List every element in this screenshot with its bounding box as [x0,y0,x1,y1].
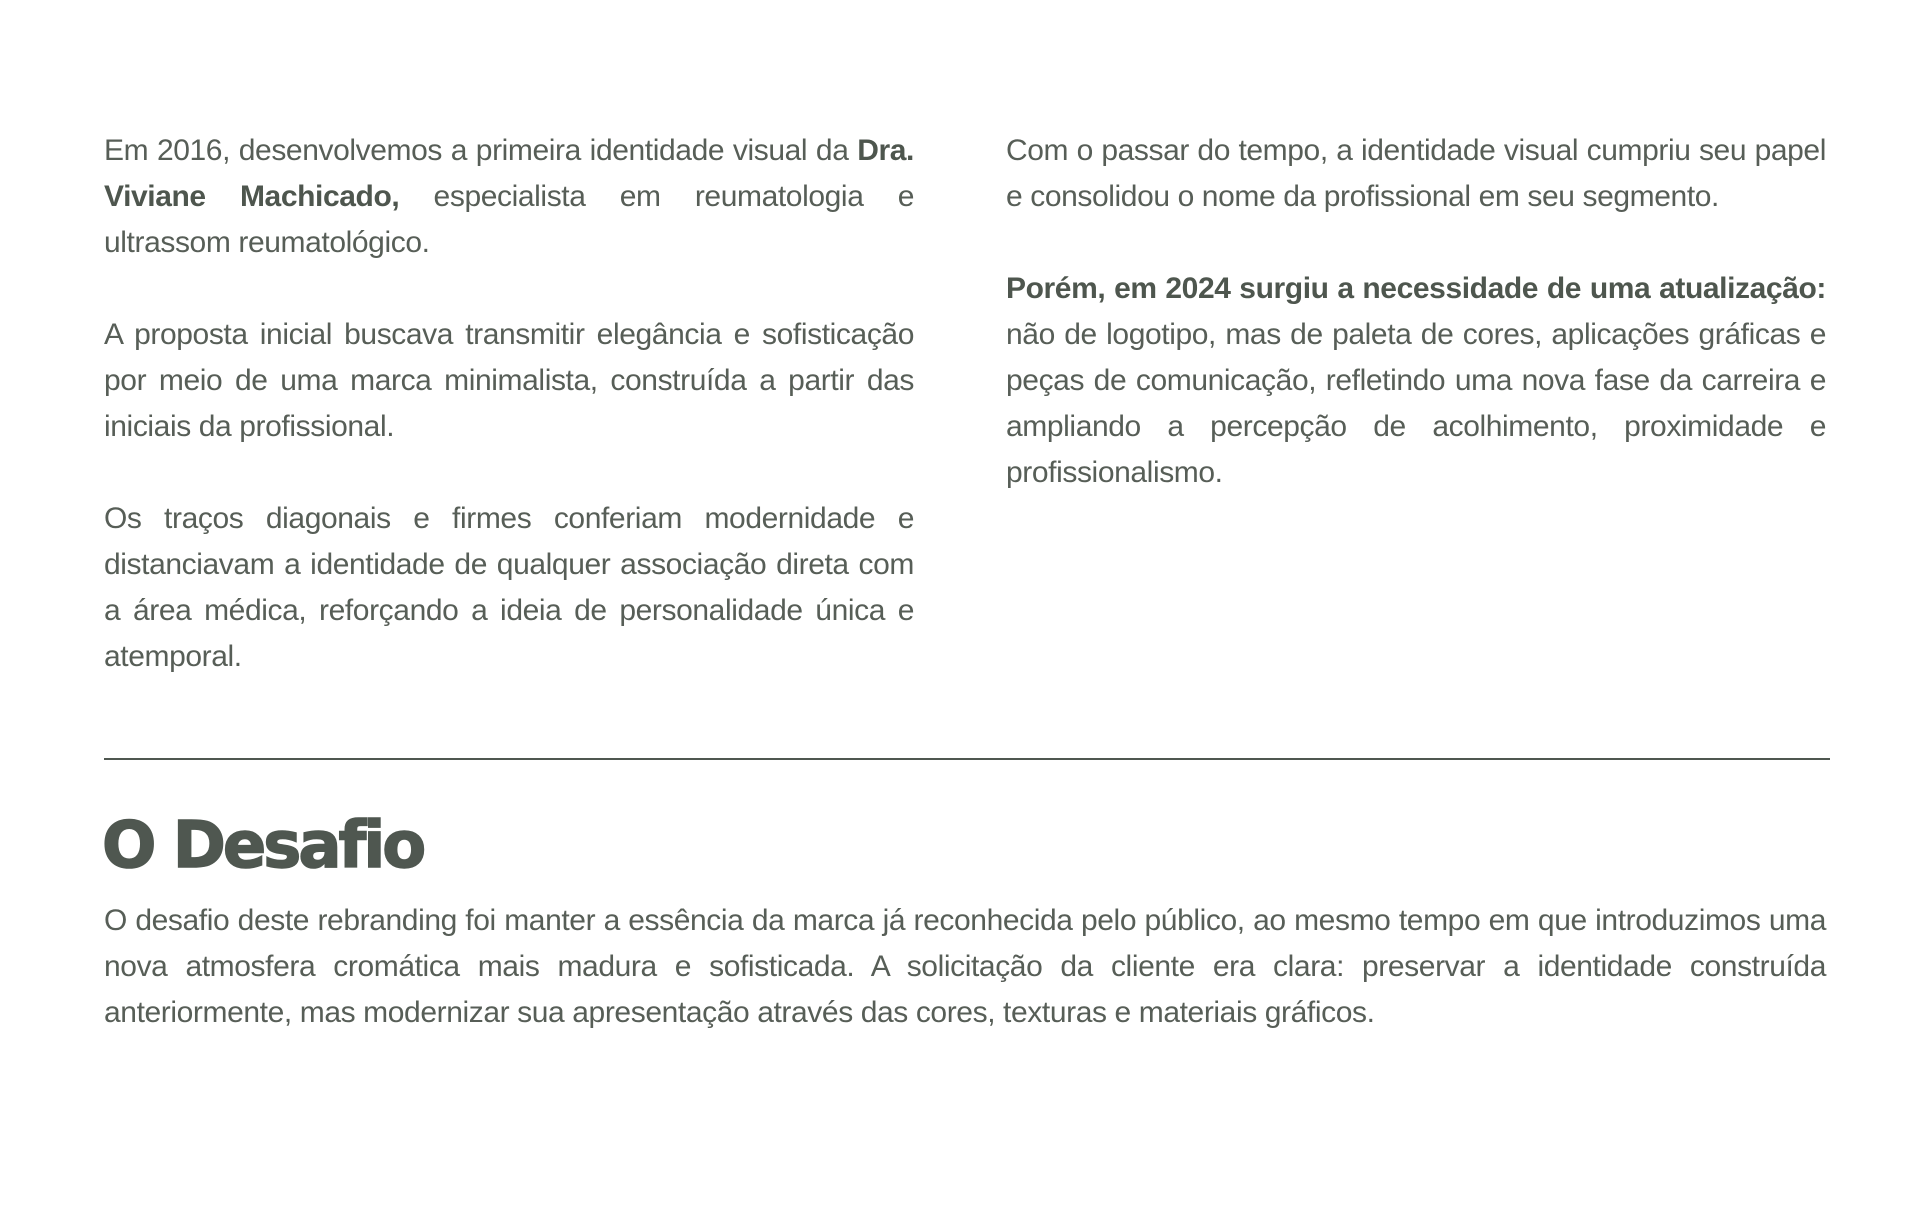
client-name: Dra. Viviane Machicado, [104,134,914,213]
left-column [104,128,914,726]
left-paragraph-2: A proposta inicial buscava transmitir elegância e sofisticação por meio de uma marca minimalista, construída a partir das iniciais da profissional. [104,318,914,443]
right-paragraph-1: Com o passar do tempo, a identidade visual cumpriu seu papel e consolidou o nome da profissional em seu segmento. [1006,134,1826,213]
challenge-paragraph: O desafio deste rebranding foi manter a essência da marca já reconhecida pelo público, ao mesmo tempo em que introduzimos uma nova atmosfera cromática mais madura e sofisticada. A solicitação da cliente era clara: preservar a identidade construída anteriormente, mas modernizar sua apresentação através das cores, texturas e materiais gráficos. [104,904,1826,1029]
left-paragraph-3: Os traços diagonais e firmes conferiam modernidade e distanciavam a identidade de qualquer associação direta com a área médica, reforçando a ideia de personalidade única e atemporal. [104,502,914,673]
left-paragraph-1 [104,128,914,266]
right-column [1006,128,1826,726]
left-paragraph-1-intro: Em 2016, desenvolvemos a primeira identidade visual da [104,134,858,167]
section-title: O Desafio [102,809,424,883]
section-divider [104,758,1830,760]
left-paragraph-1-rest: especialista em reumatologia e ultrassom reumatológico. [104,180,914,259]
right-paragraph-2 [1006,266,1826,496]
intro-columns [104,128,1826,726]
right-paragraph-2-rest: não de logotipo, mas de paleta de cores, aplicações gráficas e peças de comunicação, refletindo uma nova fase da carreira e ampliando a percepção de acolhimento, proximidade e profissionalismo. [1006,318,1826,489]
update-highlight: Porém, em 2024 surgiu a necessidade de uma atualização: [1006,272,1826,305]
